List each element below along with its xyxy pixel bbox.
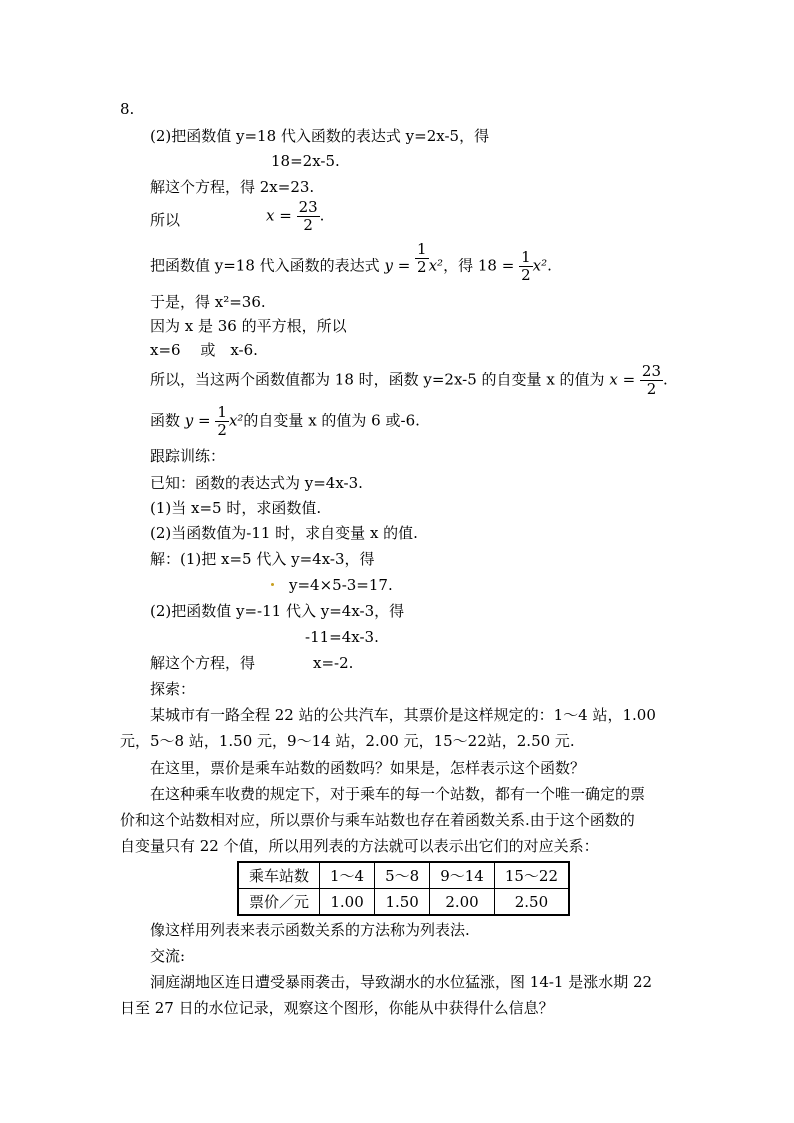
fraction: $\frac{23}{2}$ (298, 198, 318, 234)
section-heading: 探索： (150, 680, 196, 698)
section-heading: 交流: (150, 947, 186, 965)
text-line: 自变量只有 22 个值，所以用列表的方法就可以表示出它们的对应关系： (120, 837, 599, 855)
text-line: (1)当 x=5 时，求函数值. (150, 499, 322, 517)
text-line: 像这样用列表来表示函数关系的方法称为列表法. (150, 921, 470, 939)
text-line: 价和这个站数相对应，所以票价与乘车站数也存在着函数关系.由于这个函数的 (120, 811, 635, 829)
text-line: 解这个方程，得 2x=23. (150, 178, 315, 196)
table-header-cell: 票价／元 (238, 889, 320, 916)
fraction: $\frac{1}{2}$ (217, 403, 227, 439)
problem-number: 8. (120, 100, 135, 118)
text-line: 因为 x 是 36 的平方根，所以 (150, 317, 347, 335)
fraction-equation: 所以，当这两个函数值都为 18 时，函数 y=2x-5 的自变量 x 的值为 x = $\frac{23}{2}$ . (150, 362, 668, 398)
text-line: 日至 27 日的水位记录，观察这个图形，你能从中获得什么信息？ (120, 999, 554, 1017)
table-cell: 1.00 (320, 889, 375, 916)
fare-table (237, 861, 570, 916)
equation-line: y=4×5-3=17. (289, 576, 393, 594)
fraction: $\frac{1}{2}$ (417, 240, 427, 276)
section-heading: 跟踪训练： (150, 447, 226, 465)
text-line: 洞庭湖地区连日遭受暴雨袭击，导致湖水的水位猛涨，图 14-1 是涨水期 22 (150, 973, 653, 991)
table-header-cell: 乘车站数 (238, 862, 320, 889)
table-cell: 5～8 (375, 862, 430, 889)
table-cell: 1.50 (375, 889, 430, 916)
text-line: (2)当函数值为-11 时，求自变量 x 的值. (150, 524, 418, 542)
table-cell: 15～22 (494, 862, 569, 889)
equation-line: 18=2x-5. (271, 152, 340, 170)
text-line: (2)把函数值 y=18 代入函数的表达式 y=2x-5，得 (150, 127, 490, 145)
text-line: 解：(1)把 x=5 代入 y=4x-3，得 (150, 550, 375, 568)
table-row (238, 862, 569, 889)
text-line: 所以 (150, 211, 181, 229)
text-line: 解这个方程，得 (150, 654, 256, 672)
table-cell: 2.00 (430, 889, 495, 916)
fraction: $\frac{23}{2}$ (641, 362, 662, 398)
fraction-equation: 把函数值 y=18 代入函数的表达式 y = $\frac{1}{2}$ x²，得 18 = $\frac{1}{2}$ x². (150, 240, 552, 284)
equation-line: -11=4x-3. (305, 628, 379, 646)
text-line: 已知：函数的表达式为 y=4x-3. (150, 474, 363, 492)
text-line: 在这种乘车收费的规定下，对于乘车的每一个站数，都有一个唯一确定的票 (150, 785, 646, 803)
fraction-equation: 函数 y = $\frac{1}{2}$ x²的自变量 x 的值为 6 或-6. (150, 403, 420, 439)
text-line: (2)把函数值 y=-11 代入 y=4x-3，得 (150, 602, 405, 620)
text-line: 在这里，票价是乘车站数的函数吗？如果是，怎样表示这个函数？ (150, 759, 586, 777)
fraction: $\frac{1}{2}$ (521, 248, 531, 284)
table-cell: 1～4 (320, 862, 375, 889)
table-row (238, 889, 569, 916)
text-line: x=6 或 x-6. (150, 341, 258, 359)
text-line: 于是，得 x²=36. (150, 293, 266, 311)
stray-mark (271, 583, 274, 586)
text-line: 元，5～8 站，1.50 元，9～14 站，2.00 元，15～22站，2.50 元. (120, 732, 575, 750)
table-cell: 9～14 (430, 862, 495, 889)
text-line: 某城市有一路全程 22 站的公共汽车，其票价是这样规定的：1～4 站，1.00 (150, 706, 656, 724)
equation-line: x=-2. (313, 654, 354, 672)
fraction-equation: x = $\frac{23}{2}$ . (266, 198, 325, 234)
table-cell: 2.50 (494, 889, 569, 916)
